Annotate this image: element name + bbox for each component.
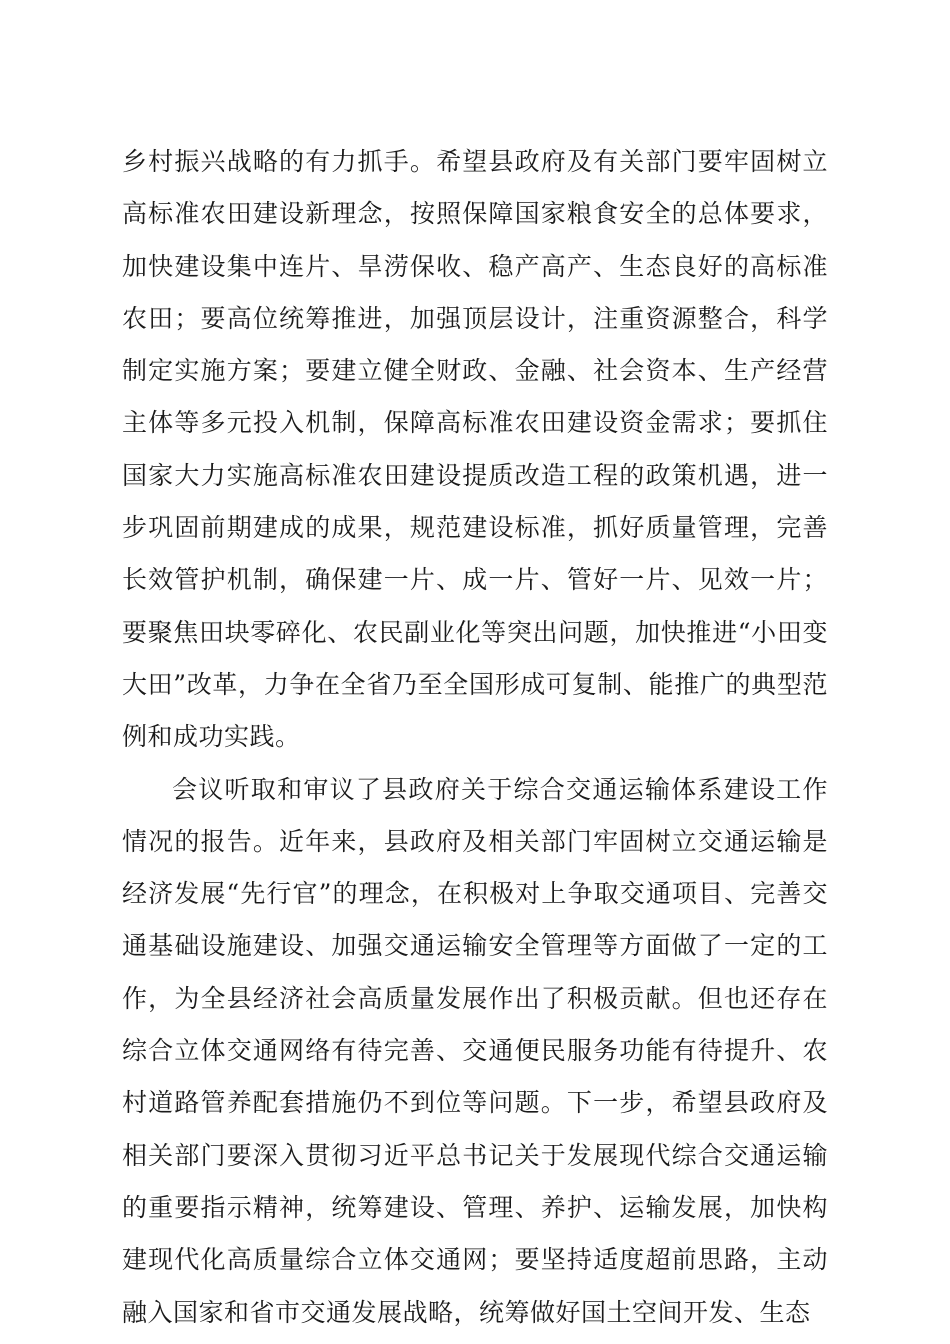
paragraph-agriculture: 乡村振兴战略的有力抓手。希望县政府及有关部门要牢固树立高标准农田建设新理念，按照保障国家粮食安全的总体要求，加快建设集中连片、旱涝保收、稳产高产、生态良好的高标准农田；要高位统筹推进，加强顶层设计，注重资源整合，科学制定实施方案；要建立健全财政、金融、社会资本、生产经营主体等多元投入机制，保障高标准农田建设资金需求；要抓住国家大力实施高标准农田建设提质改造工程的政策机遇，进一步巩固前期建成的成果，规范建设标准，抓好质量管理，完善长效管护机制，确保建一片、成一片、管好一片、见效一片；要聚焦田块零碎化、农民副业化等突出问题，加快推进“小田变大田”改革，力争在全省乃至全国形成可复制、能推广的典型范例和成功实践。 [122, 147, 828, 752]
document-body [122, 136, 828, 1339]
paragraph-transport: 会议听取和审议了县政府关于综合交通运输体系建设工作情况的报告。近年来，县政府及相关部门牢固树立交通运输是经济发展“先行官”的理念，在积极对上争取交通项目、完善交通基础设施建设、加强交通运输安全管理等方面做了一定的工作，为全县经济社会高质量发展作出了积极贡献。但也还存在综合立体交通网络有待完善、交通便民服务功能有待提升、农村道路管养配套措施仍不到位等问题。下一步，希望县政府及相关部门要深入贯彻习近平总书记关于发展现代综合交通运输的重要指示精神，统筹建设、管理、养护、运输发展，加快构建现代化高质量综合立体交通网；要坚持适度超前思路，主动融入国家和省市交通发展战略，统筹做好国土空间开发、生态 [122, 774, 828, 1327]
